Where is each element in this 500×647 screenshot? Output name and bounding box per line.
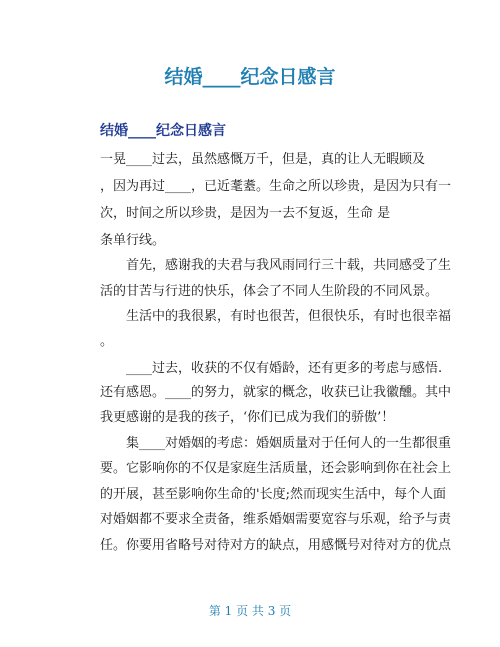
body-line: 次，时间之所以珍贵，是因为一去不复返，生命 是	[100, 206, 391, 221]
body-line: 还有感恩。____的努力，就家的概念，收获已让我徽醺。其中	[100, 385, 452, 400]
body-line: 要。它影响你的不仅是家庭生活质量，还会影响到你在社会上	[100, 461, 452, 476]
body-line: 条单行线。	[100, 233, 166, 248]
body-line: 对婚姻都不要求全责备，维系婚姻需要宽容与乐观，给予与责	[100, 512, 452, 527]
body-line: 任。你要用省略号对待对方的缺点，用感慨号对待对方的优点	[100, 538, 452, 553]
body-line: 生活中的我很累，有时也很苦，但很快乐，有时也很幸福	[100, 309, 452, 324]
body-line: 。	[100, 334, 114, 349]
body-line: 集____对婚姻的考虑：婚姻质量对于任何人的一生都很重	[100, 436, 452, 451]
body-line: 活的甘苦与行进的快乐，体会了不同人生阶段的不同风景。	[100, 284, 439, 299]
document-title: 结婚____纪念日感言	[164, 66, 336, 88]
body-line: 的开展，甚至影响你生命的'长度;然而现实生活中，每个人面	[100, 487, 446, 502]
body-line: ____过去，收获的不仅有婚龄，还有更多的考虑与感悟.	[100, 361, 443, 376]
body-line: 我更感谢的是我的孩子，‘你们已成为我们的骄傲’！	[100, 410, 395, 425]
document-subtitle: 结婚____纪念日感言	[100, 123, 226, 139]
page-footer: 第 1 页 共 3 页	[208, 604, 292, 618]
body-line: ，因为再过____，已近耄耋。生命之所以珍贵，是因为只有一	[100, 179, 452, 194]
body-line: 一晃____过去，虽然感慨万千，但是，真的让人无暇顾及	[100, 152, 426, 167]
body-line: 首先，感谢我的夫君与我风雨同行三十载，共同感受了生	[100, 258, 452, 273]
